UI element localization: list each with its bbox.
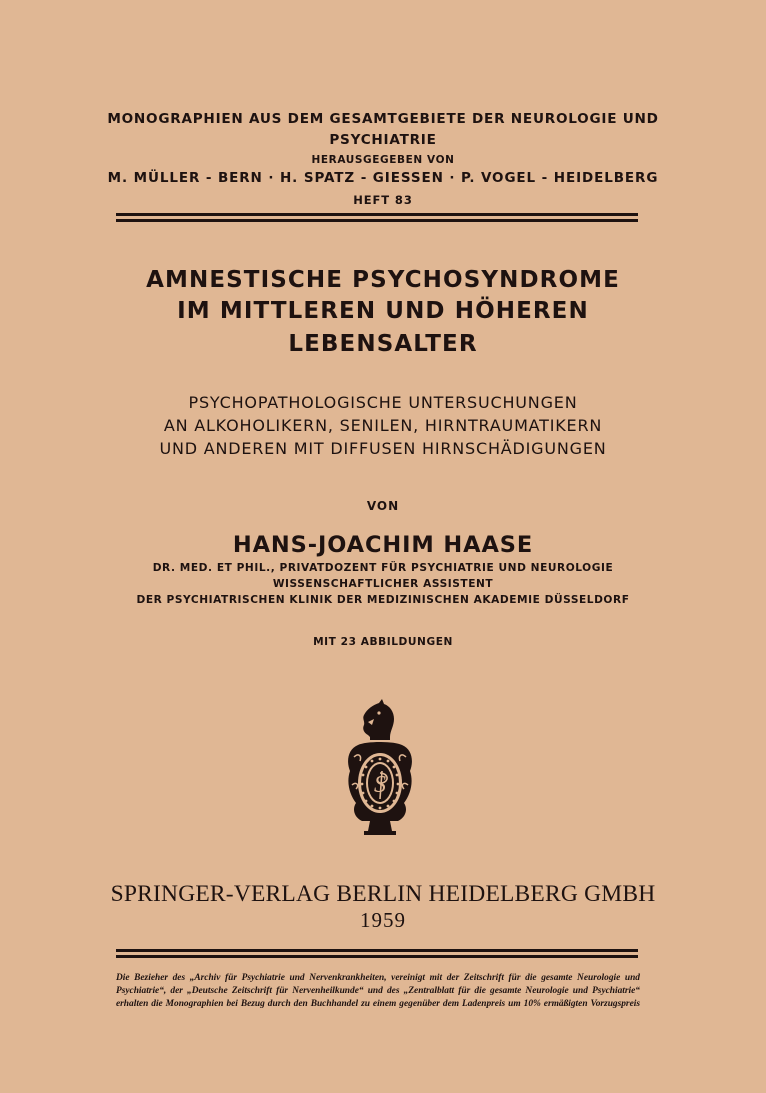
subtitle-line-3: UND ANDEREN MIT DIFFUSEN HIRNSCHÄDIGUNGEN	[159, 439, 607, 458]
series-editors: M. MÜLLER - BERN · H. SPATZ - GIESSEN · P. VOGEL - HEIDELBERG	[107, 170, 659, 186]
footnote-line-1: Die Bezieher des „Archiv für Psychiatrie und Nervenkrankheiten, vereinigt mit der Zeitschrift für die gesamte Neurologie und	[116, 973, 640, 983]
series-title-line-2: PSYCHIATRIE	[329, 132, 437, 148]
edited-by-label: HERAUSGEGEBEN VON	[311, 154, 455, 166]
footnote-line-2: Psychiatrie“, der „Deutsche Zeitschrift für Nervenheilkunde“ und des „Zentralblatt für die gesamte Neurologie und Psychiatrie“	[116, 986, 640, 996]
footnote-line-3: erhalten die Monographien bei Bezug durch den Buchhandel zu einem gegenüber dem Ladenpreis um 10% ermäßigten Vorzugspreis	[116, 999, 640, 1009]
svg-text:S: S	[374, 772, 386, 798]
affiliation-line-3: DER PSYCHIATRISCHEN KLINIK DER MEDIZINISCHEN AKADEMIE DÜSSELDORF	[136, 594, 630, 606]
series-volume: HEFT 83	[353, 193, 413, 207]
illustrations-note: MIT 23 ABBILDUNGEN	[313, 636, 453, 648]
bottom-rule-2	[116, 955, 638, 958]
springer-chess-knight-emblem-icon	[340, 697, 420, 839]
series-title-line-1: MONOGRAPHIEN AUS DEM GESAMTGEBIETE DER NEUROLOGIE UND	[107, 111, 659, 127]
book-title-line-3: LEBENSALTER	[288, 331, 478, 357]
top-rule-1	[116, 213, 638, 216]
book-title-line-1: AMNESTISCHE PSYCHOSYNDROME	[146, 267, 620, 293]
affiliation-line-1: DR. MED. ET PHIL., PRIVATDOZENT FÜR PSYCHIATRIE UND NEUROLOGIE	[152, 562, 614, 574]
subtitle-line-2: AN ALKOHOLIKERN, SENILEN, HIRNTRAUMATIKERN	[163, 416, 603, 435]
top-rule-2	[116, 219, 638, 222]
by-label: VON	[366, 499, 400, 513]
subscriber-discount-note	[116, 972, 640, 1011]
affiliation-line-2: WISSENSCHAFTLICHER ASSISTENT	[272, 578, 494, 590]
publisher-name: SPRINGER-VERLAG BERLIN HEIDELBERG GMBH	[110, 881, 656, 907]
subtitle-line-1: PSYCHOPATHOLOGISCHE UNTERSUCHUNGEN	[188, 393, 578, 412]
bottom-rule-1	[116, 949, 638, 952]
book-title-line-2: IM MITTLEREN UND HÖHEREN	[177, 298, 589, 324]
publication-year: 1959	[360, 908, 406, 932]
author-name: HANS-JOACHIM HAASE	[232, 532, 534, 558]
